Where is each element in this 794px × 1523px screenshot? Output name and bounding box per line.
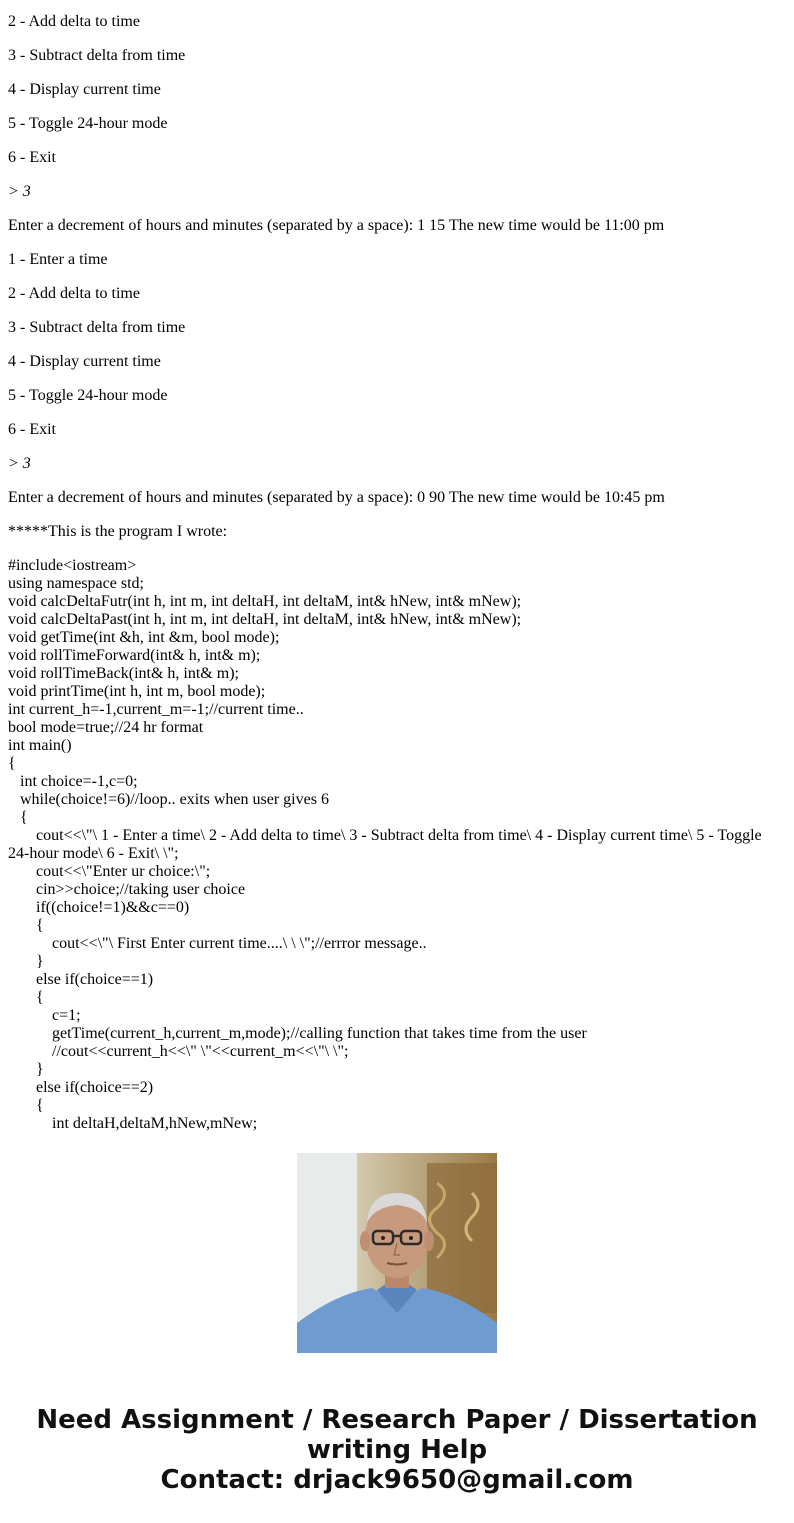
code-line: void calcDeltaPast(int h, int m, int deltaH, int deltaM, int& hNew, int& mNew); bbox=[8, 611, 522, 628]
result-line: Enter a decrement of hours and minutes (separated by a space): 1 15 The new time would be 11:00 pm bbox=[8, 217, 665, 234]
code-line: void printTime(int h, int m, bool mode); bbox=[8, 683, 266, 700]
code-line: { bbox=[8, 809, 28, 826]
footer-line-2: writing Help bbox=[306, 1435, 488, 1465]
code-listing bbox=[8, 557, 786, 1132]
code-line: void calcDeltaFutr(int h, int m, int deltaH, int deltaM, int& hNew, int& mNew); bbox=[8, 593, 522, 610]
menu-item: 3 - Subtract delta from time bbox=[8, 319, 186, 336]
menu-item: 2 - Add delta to time bbox=[8, 13, 140, 30]
code-line: } bbox=[8, 953, 44, 970]
code-line: void rollTimeForward(int& h, int& m); bbox=[8, 647, 261, 664]
code-line: void getTime(int &h, int &m, bool mode); bbox=[8, 629, 280, 646]
code-line: void rollTimeBack(int& h, int& m); bbox=[8, 665, 239, 682]
code-line: cout<<\"Enter ur choice:\"; bbox=[8, 863, 211, 880]
code-line: int current_h=-1,current_m=-1;//current time.. bbox=[8, 701, 304, 718]
intro-text: *****This is the program I wrote: bbox=[8, 523, 228, 540]
menu-item: 6 - Exit bbox=[8, 149, 56, 166]
code-line: bool mode=true;//24 hr format bbox=[8, 719, 204, 736]
code-line: cout<<\"\ 1 - Enter a time\ 2 - Add delta to time\ 3 - Subtract delta from time\ 4 - Display current time\ 5 - Toggle 24-hour mode\ 6 - Exit\ \"; bbox=[8, 827, 766, 862]
code-line: if((choice!=1)&&c==0) bbox=[8, 899, 190, 916]
contact-line: Contact: drjack9650@gmail.com bbox=[160, 1465, 634, 1495]
code-line: cin>>choice;//taking user choice bbox=[8, 881, 246, 898]
menu-item: 1 - Enter a time bbox=[8, 251, 108, 268]
code-line: using namespace std; bbox=[8, 575, 144, 592]
menu-item: 4 - Display current time bbox=[8, 81, 161, 98]
person-portrait-icon bbox=[297, 1153, 497, 1353]
code-line: while(choice!=6)//loop.. exits when user gives 6 bbox=[8, 791, 329, 808]
code-line: else if(choice==2) bbox=[8, 1079, 154, 1096]
menu-item: 2 - Add delta to time bbox=[8, 285, 140, 302]
code-line: cout<<\"\ First Enter current time....\ \ \";//errror message.. bbox=[8, 935, 427, 952]
menu-item: 3 - Subtract delta from time bbox=[8, 47, 186, 64]
code-line: int choice=-1,c=0; bbox=[8, 773, 138, 790]
code-line: int deltaH,deltaM,hNew,mNew; bbox=[8, 1115, 258, 1132]
code-line: { bbox=[8, 989, 44, 1006]
author-photo bbox=[297, 1153, 497, 1353]
code-line: else if(choice==1) bbox=[8, 971, 154, 988]
input-prompt: > 3 bbox=[8, 183, 31, 200]
code-line: getTime(current_h,current_m,mode);//calling function that takes time from the user bbox=[8, 1025, 587, 1042]
code-line: #include<iostream> bbox=[8, 557, 137, 574]
code-line: int main() bbox=[8, 737, 72, 754]
result-line: Enter a decrement of hours and minutes (separated by a space): 0 90 The new time would be 10:45 pm bbox=[8, 489, 665, 506]
menu-item: 5 - Toggle 24-hour mode bbox=[8, 387, 168, 404]
code-line: { bbox=[8, 917, 44, 934]
input-prompt: > 3 bbox=[8, 455, 31, 472]
code-line: { bbox=[8, 1097, 44, 1114]
footer-banner bbox=[0, 1405, 794, 1495]
footer-line-1: Need Assignment / Research Paper / Dissertation bbox=[36, 1405, 758, 1435]
code-line: } bbox=[8, 1061, 44, 1078]
code-line: { bbox=[8, 755, 16, 772]
code-line: //cout<<current_h<<\" \"<<current_m<<\"\ \"; bbox=[8, 1043, 349, 1060]
menu-item: 4 - Display current time bbox=[8, 353, 161, 370]
menu-item: 5 - Toggle 24-hour mode bbox=[8, 115, 168, 132]
code-line: c=1; bbox=[8, 1007, 81, 1024]
menu-item: 6 - Exit bbox=[8, 421, 56, 438]
